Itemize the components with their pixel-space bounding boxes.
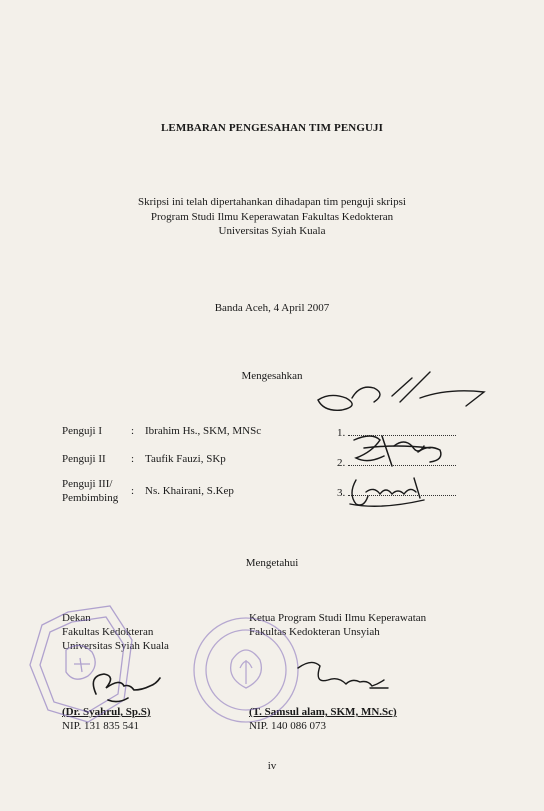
dean-university: Universitas Syiah Kuala	[62, 640, 169, 652]
examiner-3-signature-mark	[350, 478, 424, 506]
head-stamp-seal	[194, 618, 298, 722]
intro-line-3: Universitas Syiah Kuala	[218, 225, 326, 237]
head-faculty: Fakultas Kedokteran Unsyiah	[249, 626, 380, 638]
dean-stamp-seal	[30, 606, 132, 722]
examiner-3-role-line-1: Penguji III/	[62, 478, 113, 490]
examiner-3-number: 3.	[337, 487, 346, 499]
examiner-2-role: Penguji II	[62, 453, 106, 465]
examiner-3-colon: :	[131, 485, 135, 497]
dean-nip: NIP. 131 835 541	[62, 720, 140, 732]
page-number: iv	[267, 760, 277, 772]
examiner-1-colon: :	[131, 425, 135, 437]
head-title: Ketua Program Studi Ilmu Keperawatan	[249, 612, 427, 624]
examiner-2-signature-mark	[354, 436, 441, 466]
head-signature-mark	[298, 662, 388, 688]
examiner-1-number: 1.	[337, 427, 346, 439]
examiner-1-role: Penguji I	[62, 425, 103, 437]
examiner-3-role-line-2: Pembimbing	[62, 492, 119, 504]
head-nip: NIP. 140 086 073	[249, 720, 327, 732]
examiner-2-number: 2.	[337, 457, 346, 469]
intro-line-1: Skripsi ini telah dipertahankan dihadapan tim penguji skripsi	[138, 196, 406, 208]
examiner-1-name: Ibrahim Hs., SKM, MNSc	[145, 425, 262, 437]
examiner-3-name: Ns. Khairani, S.Kep	[145, 485, 234, 497]
dean-faculty: Fakultas Kedokteran	[62, 626, 154, 638]
page-title: LEMBARAN PENGESAHAN TIM PENGUJI	[161, 122, 383, 134]
mengesahkan-heading: Mengesahkan	[241, 370, 303, 382]
date-line: Banda Aceh, 4 April 2007	[214, 302, 330, 314]
dean-title: Dekan	[62, 612, 91, 624]
examiner-2-colon: :	[131, 453, 135, 465]
dean-name: (Dr. Syahrul, Sp.S)	[62, 706, 151, 718]
head-name: (T. Samsul alam, SKM, MN.Sc)	[249, 706, 397, 718]
mengetahui-heading: Mengetahui	[245, 557, 299, 569]
examiner-1-signature-mark	[318, 372, 484, 410]
examiner-2-name: Taufik Fauzi, SKp	[145, 453, 226, 465]
intro-line-2: Program Studi Ilmu Keperawatan Fakultas Kedokteran	[150, 210, 394, 223]
